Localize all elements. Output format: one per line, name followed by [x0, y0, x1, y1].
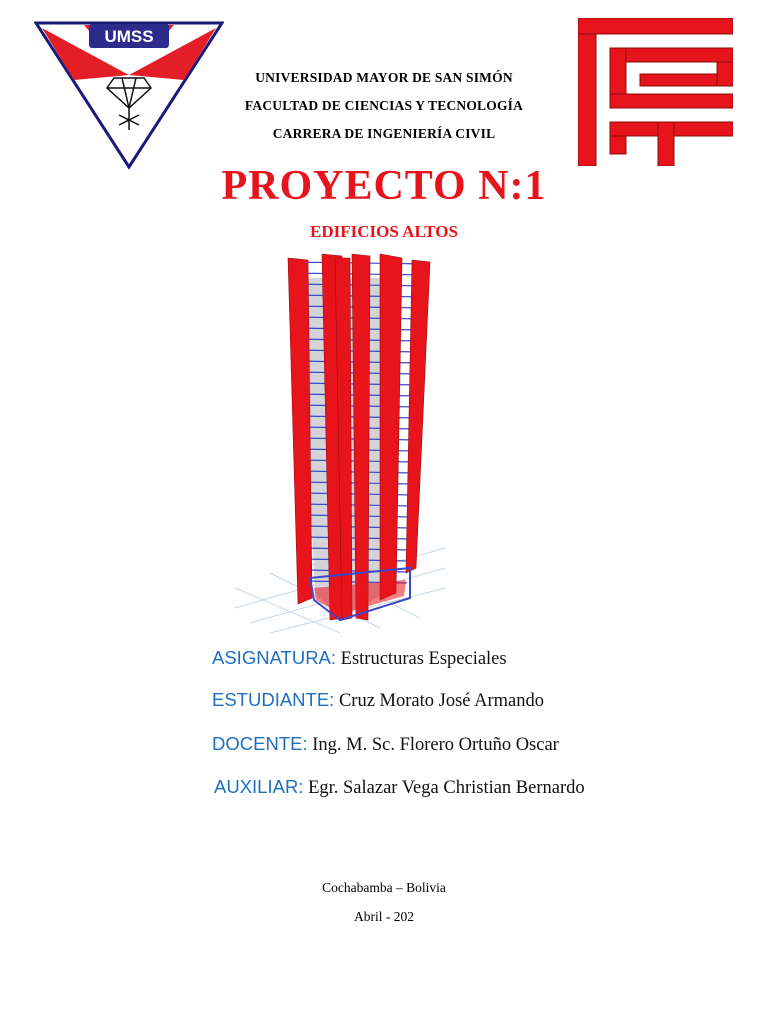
- project-title: PROYECTO N:1: [221, 163, 547, 209]
- umss-logo: [34, 20, 224, 170]
- fcyt-logo: [578, 18, 733, 166]
- assistant-value: Egr. Salazar Vega Christian Bernardo: [308, 778, 585, 798]
- career-name: CARRERA DE INGENIERÍA CIVIL: [272, 126, 496, 141]
- umss-logo-text: UMSS: [104, 27, 154, 46]
- teacher-row: [212, 733, 559, 756]
- date: Abril - 202: [354, 909, 414, 924]
- assistant-label: AUXILIAR:: [214, 776, 304, 797]
- subject-label: ASIGNATURA:: [212, 647, 337, 668]
- faculty-name: FACULTAD DE CIENCIAS Y TECNOLOGÍA: [244, 98, 524, 113]
- student-label: ESTUDIANTE:: [212, 689, 335, 710]
- student-row: [212, 689, 544, 712]
- teacher-label: DOCENTE:: [212, 733, 308, 754]
- building-image: [230, 248, 450, 633]
- location: Cochabamba – Bolivia: [322, 880, 446, 895]
- project-subtitle: EDIFICIOS ALTOS: [310, 222, 458, 241]
- university-name: UNIVERSIDAD MAYOR DE SAN SIMÓN: [255, 70, 513, 85]
- subject-value: Estructuras Especiales: [340, 649, 507, 669]
- assistant-row: [214, 776, 585, 799]
- subject-row: [212, 647, 507, 670]
- student-value: Cruz Morato José Armando: [338, 691, 544, 711]
- teacher-value: Ing. M. Sc. Florero Ortuño Oscar: [312, 735, 559, 755]
